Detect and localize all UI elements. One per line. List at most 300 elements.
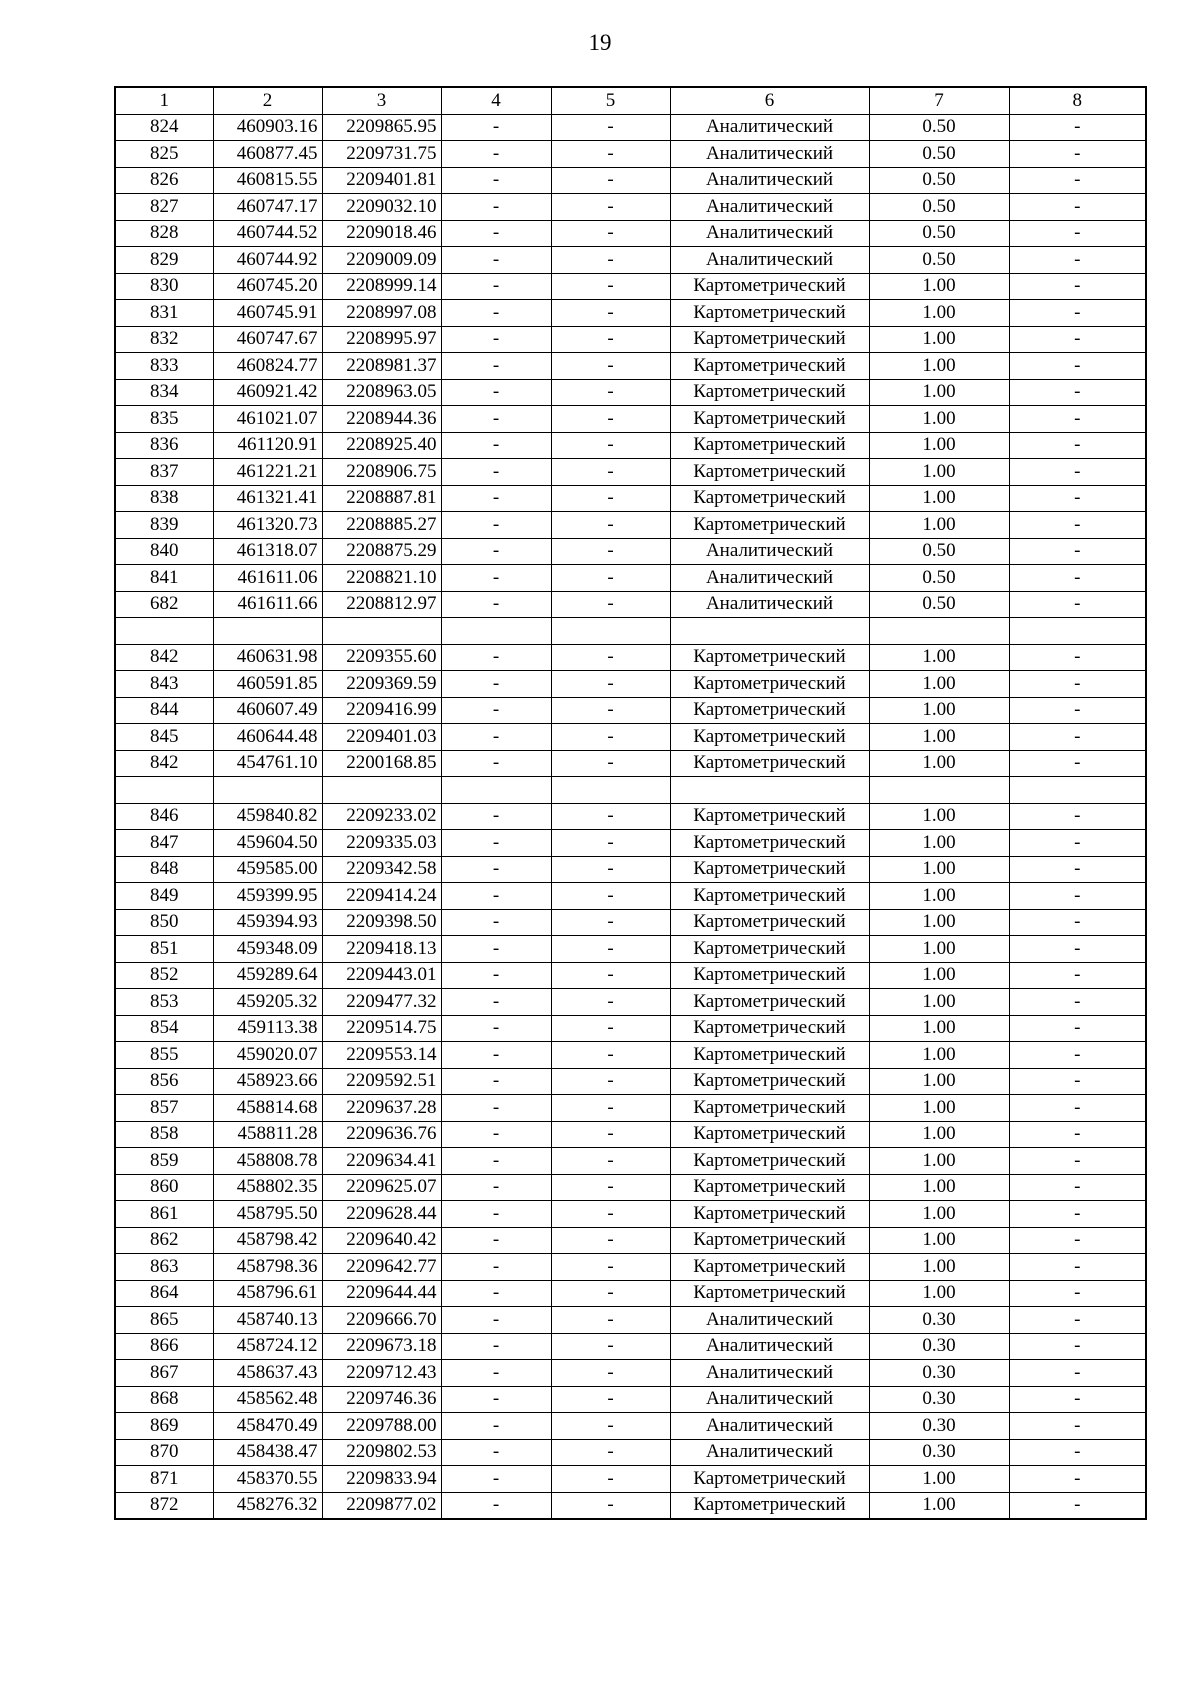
table-row — [115, 459, 1146, 486]
cell-y-coordinate: 2209401.81 — [322, 167, 441, 194]
table-row — [115, 1121, 1146, 1148]
cell-x-coordinate: 459399.95 — [213, 883, 322, 910]
cell-accuracy: 1.00 — [869, 803, 1009, 830]
cell-x-coordinate: 458276.32 — [213, 1492, 322, 1519]
table-row — [115, 830, 1146, 857]
cell-col-8: - — [1009, 1333, 1146, 1360]
cell-col-5: - — [551, 697, 670, 724]
table-row — [115, 1333, 1146, 1360]
cell-col-5: - — [551, 1174, 670, 1201]
cell-col-5: - — [551, 1333, 670, 1360]
cell-accuracy: 1.00 — [869, 962, 1009, 989]
cell-y-coordinate: 2209355.60 — [322, 644, 441, 671]
cell-method: Картометрический — [670, 989, 869, 1016]
cell-accuracy: 1.00 — [869, 459, 1009, 486]
cell-y-coordinate: 2208821.10 — [322, 565, 441, 592]
cell-x-coordinate: 458814.68 — [213, 1095, 322, 1122]
cell-y-coordinate: 2209673.18 — [322, 1333, 441, 1360]
cell-accuracy: 1.00 — [869, 353, 1009, 380]
cell-point-number: 870 — [115, 1439, 213, 1466]
cell-col-8: - — [1009, 909, 1146, 936]
cell-y-coordinate: 2209443.01 — [322, 962, 441, 989]
cell-method: Аналитический — [670, 565, 869, 592]
cell-col-5: - — [551, 114, 670, 141]
cell-x-coordinate: 459205.32 — [213, 989, 322, 1016]
cell-col-8: - — [1009, 671, 1146, 698]
cell-col-8: - — [1009, 1042, 1146, 1069]
cell-method: Картометрический — [670, 1121, 869, 1148]
cell-method — [670, 618, 869, 645]
table-row — [115, 803, 1146, 830]
cell-col-8: - — [1009, 1174, 1146, 1201]
cell-y-coordinate — [322, 777, 441, 804]
cell-method: Картометрический — [670, 432, 869, 459]
cell-x-coordinate: 460607.49 — [213, 697, 322, 724]
cell-y-coordinate: 2209788.00 — [322, 1413, 441, 1440]
cell-method: Аналитический — [670, 591, 869, 618]
cell-col-5: - — [551, 803, 670, 830]
cell-method: Картометрический — [670, 856, 869, 883]
cell-point-number: 832 — [115, 326, 213, 353]
cell-point-number: 853 — [115, 989, 213, 1016]
table-row — [115, 1068, 1146, 1095]
cell-col-4: - — [441, 1413, 551, 1440]
cell-point-number: 868 — [115, 1386, 213, 1413]
cell-col-4: - — [441, 406, 551, 433]
cell-col-8: - — [1009, 1439, 1146, 1466]
cell-x-coordinate: 458370.55 — [213, 1466, 322, 1493]
cell-point-number: 847 — [115, 830, 213, 857]
header-cell-1: 1 — [115, 87, 213, 114]
cell-accuracy: 1.00 — [869, 724, 1009, 751]
table-row — [115, 1174, 1146, 1201]
cell-col-4: - — [441, 247, 551, 274]
cell-col-4: - — [441, 379, 551, 406]
cell-point-number: 863 — [115, 1254, 213, 1281]
cell-col-5: - — [551, 1095, 670, 1122]
table-row — [115, 883, 1146, 910]
cell-col-4: - — [441, 671, 551, 698]
cell-point-number: 869 — [115, 1413, 213, 1440]
cell-accuracy: 0.50 — [869, 220, 1009, 247]
cell-method: Аналитический — [670, 247, 869, 274]
cell-point-number: 838 — [115, 485, 213, 512]
cell-method: Аналитический — [670, 114, 869, 141]
cell-y-coordinate: 2209666.70 — [322, 1307, 441, 1334]
cell-accuracy — [869, 777, 1009, 804]
cell-point-number: 862 — [115, 1227, 213, 1254]
table-row — [115, 697, 1146, 724]
cell-y-coordinate: 2209553.14 — [322, 1042, 441, 1069]
cell-y-coordinate: 2200168.85 — [322, 750, 441, 777]
cell-col-4: - — [441, 1121, 551, 1148]
cell-accuracy: 1.00 — [869, 406, 1009, 433]
cell-col-5: - — [551, 379, 670, 406]
cell-point-number: 682 — [115, 591, 213, 618]
table-row — [115, 1095, 1146, 1122]
cell-point-number: 850 — [115, 909, 213, 936]
cell-method: Аналитический — [670, 194, 869, 221]
cell-col-8: - — [1009, 644, 1146, 671]
cell-method: Аналитический — [670, 1333, 869, 1360]
cell-col-4: - — [441, 936, 551, 963]
cell-point-number: 855 — [115, 1042, 213, 1069]
cell-x-coordinate: 461221.21 — [213, 459, 322, 486]
cell-col-5: - — [551, 459, 670, 486]
cell-col-5: - — [551, 909, 670, 936]
cell-x-coordinate: 460747.67 — [213, 326, 322, 353]
cell-x-coordinate: 458637.43 — [213, 1360, 322, 1387]
table-row — [115, 432, 1146, 459]
cell-accuracy: 1.00 — [869, 883, 1009, 910]
cell-point-number: 824 — [115, 114, 213, 141]
cell-accuracy: 1.00 — [869, 1280, 1009, 1307]
cell-col-5: - — [551, 300, 670, 327]
table-header-row — [115, 87, 1146, 114]
cell-accuracy: 1.00 — [869, 1201, 1009, 1228]
cell-x-coordinate: 461611.06 — [213, 565, 322, 592]
cell-method: Картометрический — [670, 1095, 869, 1122]
cell-col-8: - — [1009, 1492, 1146, 1519]
cell-col-5: - — [551, 591, 670, 618]
cell-col-4: - — [441, 114, 551, 141]
cell-accuracy: 1.00 — [869, 1068, 1009, 1095]
cell-method: Картометрический — [670, 803, 869, 830]
cell-point-number: 830 — [115, 273, 213, 300]
cell-method: Картометрический — [670, 750, 869, 777]
cell-y-coordinate: 2209642.77 — [322, 1254, 441, 1281]
cell-col-5 — [551, 618, 670, 645]
cell-accuracy: 1.00 — [869, 1015, 1009, 1042]
cell-x-coordinate: 461321.41 — [213, 485, 322, 512]
cell-x-coordinate: 461318.07 — [213, 538, 322, 565]
cell-method: Картометрический — [670, 671, 869, 698]
cell-col-4: - — [441, 644, 551, 671]
cell-point-number: 842 — [115, 750, 213, 777]
cell-col-8: - — [1009, 167, 1146, 194]
cell-point-number: 835 — [115, 406, 213, 433]
cell-point-number: 844 — [115, 697, 213, 724]
cell-col-5: - — [551, 1280, 670, 1307]
cell-method: Аналитический — [670, 1413, 869, 1440]
cell-y-coordinate: 2209416.99 — [322, 697, 441, 724]
cell-y-coordinate — [322, 618, 441, 645]
table-row — [115, 485, 1146, 512]
cell-point-number: 865 — [115, 1307, 213, 1334]
cell-x-coordinate: 461021.07 — [213, 406, 322, 433]
cell-x-coordinate: 459394.93 — [213, 909, 322, 936]
cell-accuracy: 1.00 — [869, 1254, 1009, 1281]
cell-col-5: - — [551, 485, 670, 512]
header-cell-4: 4 — [441, 87, 551, 114]
cell-col-5: - — [551, 565, 670, 592]
cell-method: Картометрический — [670, 830, 869, 857]
table-row — [115, 1254, 1146, 1281]
cell-y-coordinate: 2209644.44 — [322, 1280, 441, 1307]
cell-y-coordinate: 2209398.50 — [322, 909, 441, 936]
cell-method: Картометрический — [670, 1201, 869, 1228]
cell-col-4: - — [441, 432, 551, 459]
cell-col-4: - — [441, 1254, 551, 1281]
cell-col-8: - — [1009, 1095, 1146, 1122]
cell-method: Картометрический — [670, 909, 869, 936]
table-row — [115, 141, 1146, 168]
cell-col-8 — [1009, 618, 1146, 645]
cell-y-coordinate: 2209746.36 — [322, 1386, 441, 1413]
cell-y-coordinate: 2208981.37 — [322, 353, 441, 380]
cell-accuracy: 0.30 — [869, 1413, 1009, 1440]
cell-col-8: - — [1009, 565, 1146, 592]
cell-y-coordinate: 2209731.75 — [322, 141, 441, 168]
cell-y-coordinate: 2209877.02 — [322, 1492, 441, 1519]
cell-method: Аналитический — [670, 1360, 869, 1387]
cell-col-8: - — [1009, 379, 1146, 406]
cell-col-4: - — [441, 1095, 551, 1122]
cell-col-8 — [1009, 777, 1146, 804]
cell-y-coordinate: 2209634.41 — [322, 1148, 441, 1175]
cell-col-4: - — [441, 300, 551, 327]
header-cell-7: 7 — [869, 87, 1009, 114]
cell-point-number: 866 — [115, 1333, 213, 1360]
table-row — [115, 1148, 1146, 1175]
cell-col-5: - — [551, 141, 670, 168]
cell-point-number: 861 — [115, 1201, 213, 1228]
cell-x-coordinate: 460744.52 — [213, 220, 322, 247]
cell-x-coordinate: 458796.61 — [213, 1280, 322, 1307]
cell-point-number: 831 — [115, 300, 213, 327]
table-row — [115, 379, 1146, 406]
cell-col-4: - — [441, 697, 551, 724]
cell-method — [670, 777, 869, 804]
cell-accuracy: 1.00 — [869, 1174, 1009, 1201]
cell-method: Картометрический — [670, 353, 869, 380]
header-cell-5: 5 — [551, 87, 670, 114]
cell-accuracy: 0.50 — [869, 167, 1009, 194]
cell-point-number: 836 — [115, 432, 213, 459]
cell-x-coordinate: 459020.07 — [213, 1042, 322, 1069]
cell-method: Картометрический — [670, 512, 869, 539]
cell-col-4: - — [441, 989, 551, 1016]
cell-col-8: - — [1009, 1466, 1146, 1493]
cell-col-8: - — [1009, 1227, 1146, 1254]
cell-x-coordinate: 460824.77 — [213, 353, 322, 380]
cell-col-4: - — [441, 167, 551, 194]
cell-point-number: 825 — [115, 141, 213, 168]
cell-col-5: - — [551, 220, 670, 247]
cell-point-number: 854 — [115, 1015, 213, 1042]
cell-point-number: 843 — [115, 671, 213, 698]
cell-point-number — [115, 618, 213, 645]
cell-col-8: - — [1009, 830, 1146, 857]
cell-point-number: 857 — [115, 1095, 213, 1122]
table-row — [115, 1280, 1146, 1307]
cell-point-number: 833 — [115, 353, 213, 380]
cell-method: Картометрический — [670, 1174, 869, 1201]
cell-y-coordinate: 2209640.42 — [322, 1227, 441, 1254]
header-cell-3: 3 — [322, 87, 441, 114]
cell-col-5: - — [551, 1439, 670, 1466]
table-row — [115, 1386, 1146, 1413]
cell-col-8: - — [1009, 883, 1146, 910]
cell-accuracy: 0.50 — [869, 591, 1009, 618]
cell-col-4: - — [441, 512, 551, 539]
table-row — [115, 1015, 1146, 1042]
cell-col-4: - — [441, 1360, 551, 1387]
cell-col-8: - — [1009, 1254, 1146, 1281]
cell-col-5: - — [551, 1227, 670, 1254]
cell-col-5: - — [551, 1466, 670, 1493]
cell-method: Картометрический — [670, 326, 869, 353]
table-row — [115, 989, 1146, 1016]
cell-x-coordinate: 459840.82 — [213, 803, 322, 830]
cell-accuracy: 0.50 — [869, 538, 1009, 565]
cell-x-coordinate: 459585.00 — [213, 856, 322, 883]
cell-y-coordinate: 2209865.95 — [322, 114, 441, 141]
cell-col-5: - — [551, 1148, 670, 1175]
cell-accuracy: 1.00 — [869, 697, 1009, 724]
cell-y-coordinate: 2209032.10 — [322, 194, 441, 221]
cell-x-coordinate: 460815.55 — [213, 167, 322, 194]
cell-col-8: - — [1009, 803, 1146, 830]
cell-col-8: - — [1009, 1280, 1146, 1307]
cell-method: Картометрический — [670, 883, 869, 910]
cell-method: Картометрический — [670, 485, 869, 512]
table-row — [115, 220, 1146, 247]
cell-x-coordinate: 460591.85 — [213, 671, 322, 698]
cell-method: Картометрический — [670, 1280, 869, 1307]
cell-y-coordinate: 2208885.27 — [322, 512, 441, 539]
cell-point-number: 846 — [115, 803, 213, 830]
cell-col-5: - — [551, 671, 670, 698]
cell-x-coordinate: 459289.64 — [213, 962, 322, 989]
cell-col-4: - — [441, 326, 551, 353]
cell-accuracy: 0.30 — [869, 1360, 1009, 1387]
cell-x-coordinate: 460903.16 — [213, 114, 322, 141]
table-row — [115, 406, 1146, 433]
cell-point-number: 827 — [115, 194, 213, 221]
cell-x-coordinate: 459604.50 — [213, 830, 322, 857]
cell-col-5: - — [551, 1042, 670, 1069]
cell-col-8: - — [1009, 989, 1146, 1016]
cell-y-coordinate: 2209712.43 — [322, 1360, 441, 1387]
cell-accuracy: 1.00 — [869, 856, 1009, 883]
cell-col-8: - — [1009, 114, 1146, 141]
cell-col-5: - — [551, 750, 670, 777]
cell-point-number — [115, 777, 213, 804]
cell-point-number: 867 — [115, 1360, 213, 1387]
table-row — [115, 326, 1146, 353]
cell-point-number: 845 — [115, 724, 213, 751]
cell-x-coordinate: 460631.98 — [213, 644, 322, 671]
cell-x-coordinate: 458562.48 — [213, 1386, 322, 1413]
table-row — [115, 777, 1146, 804]
cell-y-coordinate: 2209414.24 — [322, 883, 441, 910]
cell-y-coordinate: 2209335.03 — [322, 830, 441, 857]
cell-accuracy: 1.00 — [869, 326, 1009, 353]
cell-method: Картометрический — [670, 1042, 869, 1069]
cell-method: Картометрический — [670, 1227, 869, 1254]
cell-col-4: - — [441, 538, 551, 565]
cell-col-4: - — [441, 1227, 551, 1254]
cell-x-coordinate: 460921.42 — [213, 379, 322, 406]
cell-accuracy: 0.50 — [869, 114, 1009, 141]
cell-col-5: - — [551, 538, 670, 565]
cell-point-number: 852 — [115, 962, 213, 989]
cell-col-8: - — [1009, 406, 1146, 433]
cell-method: Аналитический — [670, 167, 869, 194]
cell-point-number: 859 — [115, 1148, 213, 1175]
cell-method: Картометрический — [670, 1466, 869, 1493]
cell-col-8: - — [1009, 273, 1146, 300]
cell-x-coordinate: 458811.28 — [213, 1121, 322, 1148]
cell-col-5: - — [551, 353, 670, 380]
table-row — [115, 1492, 1146, 1519]
cell-col-4: - — [441, 1042, 551, 1069]
cell-x-coordinate: 460744.92 — [213, 247, 322, 274]
cell-method: Картометрический — [670, 1492, 869, 1519]
cell-col-5: - — [551, 167, 670, 194]
cell-accuracy: 1.00 — [869, 1466, 1009, 1493]
cell-col-5: - — [551, 724, 670, 751]
cell-col-8: - — [1009, 1307, 1146, 1334]
table-row — [115, 1307, 1146, 1334]
cell-col-8: - — [1009, 856, 1146, 883]
cell-x-coordinate: 459348.09 — [213, 936, 322, 963]
cell-point-number: 841 — [115, 565, 213, 592]
cell-point-number: 829 — [115, 247, 213, 274]
cell-col-5 — [551, 777, 670, 804]
cell-col-4: - — [441, 1466, 551, 1493]
table-row — [115, 1413, 1146, 1440]
cell-point-number: 837 — [115, 459, 213, 486]
cell-method: Картометрический — [670, 936, 869, 963]
table-row — [115, 114, 1146, 141]
cell-accuracy: 1.00 — [869, 644, 1009, 671]
cell-y-coordinate: 2208999.14 — [322, 273, 441, 300]
table-row — [115, 936, 1146, 963]
cell-x-coordinate: 460747.17 — [213, 194, 322, 221]
cell-point-number: 848 — [115, 856, 213, 883]
cell-col-5: - — [551, 273, 670, 300]
cell-col-4: - — [441, 962, 551, 989]
cell-col-8: - — [1009, 300, 1146, 327]
cell-col-5: - — [551, 883, 670, 910]
cell-col-4: - — [441, 565, 551, 592]
cell-col-4: - — [441, 856, 551, 883]
cell-point-number: 851 — [115, 936, 213, 963]
table-body — [115, 114, 1146, 1519]
cell-point-number: 828 — [115, 220, 213, 247]
cell-y-coordinate: 2209233.02 — [322, 803, 441, 830]
cell-x-coordinate: 460745.91 — [213, 300, 322, 327]
cell-col-4: - — [441, 459, 551, 486]
cell-col-5: - — [551, 1413, 670, 1440]
cell-col-5: - — [551, 406, 670, 433]
cell-y-coordinate: 2209018.46 — [322, 220, 441, 247]
cell-col-5: - — [551, 512, 670, 539]
cell-x-coordinate: 458802.35 — [213, 1174, 322, 1201]
cell-accuracy: 1.00 — [869, 1042, 1009, 1069]
table-row — [115, 1439, 1146, 1466]
cell-col-8: - — [1009, 1201, 1146, 1228]
cell-y-coordinate: 2208812.97 — [322, 591, 441, 618]
cell-col-8: - — [1009, 194, 1146, 221]
cell-method: Аналитический — [670, 1386, 869, 1413]
cell-col-4 — [441, 777, 551, 804]
table-row — [115, 273, 1146, 300]
cell-point-number: 858 — [115, 1121, 213, 1148]
cell-accuracy: 0.50 — [869, 194, 1009, 221]
